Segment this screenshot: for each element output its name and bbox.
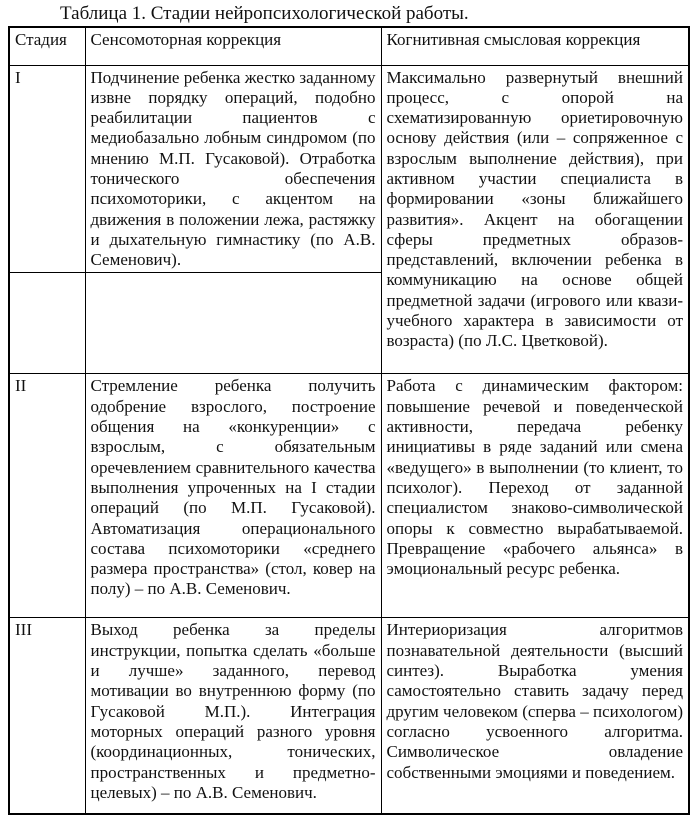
header-row (9, 27, 689, 65)
stage-1-spacer-sensorimotor-cell (85, 273, 381, 374)
stage-1-sensorimotor-cell: Подчинение ребенка жестко заданному извне порядку операций, подобно реабилитации пациентов с медиобазально лобным синдромом (по мнению М.П. Гусаковой). Отработка тонического обеспечения психомоторики, с акцентом на движения в положении лежа, растяжку и дыхательную гимнастику (по А.В. Семенович). (85, 65, 381, 273)
header-stage: Стадия (9, 27, 85, 65)
stage-2-label-cell: II (9, 374, 85, 618)
stage-2-cognitive-cell: Работа с динамическим фактором: повышение речевой и поведенческой активности, передача ребенку инициативы в ряде заданий или смена «ведущего» в выполнении (то клиент, то психолог). Переход от заданной специалистом знаково-символической опоры к совместно вырабатываемой. Превращение «рабочего альянса» в эмоциональный ресурс ребенка. (381, 374, 689, 618)
stage-3-sensorimotor-cell: Выход ребенка за пределы инструкции, попытка сделать «больше и лучше» заданного, перевод мотивации во внутреннюю форму (по Гусаковой М.П.). Интеграция моторных операций разного уровня (координационных, тонических, пространственных и предметно-целевых) – по А.В. Семенович. (85, 618, 381, 814)
header-cognitive-semantic-correction: Когнитивная смысловая коррекция (381, 27, 689, 65)
table-row-stage-3 (9, 618, 689, 814)
stage-3-label-cell: III (9, 618, 85, 814)
stage-3-cognitive-cell: Интериоризация алгоритмов познавательной деятельности (высший синтез). Выработка умения самостоятельно ставить задачу перед другим человеком (сперва – психологом) согласно усвоенного алгоритма. Символическое овладение собственными эмоциями и поведением. (381, 618, 689, 814)
header-sensorimotor-correction: Сенсомоторная коррекция (85, 27, 381, 65)
stage-1-cognitive-cell: Максимально развернутый внешний процесс, с опорой на схематизированную ориетировочную основу действия (или – сопряженное с взрослым выполнение действия), при активном участии специалиста в формировании «зоны ближайшего развития». Акцент на обогащении сферы предметных образов-представлений, включении ребенка в коммуникацию на основе общей предметной задачи (игрового или квази-учебного характера в зависимости от возраста) (по Л.С. Цветковой). (381, 65, 689, 374)
stages-table (8, 26, 690, 815)
table-row-stage-2 (9, 374, 689, 618)
table-caption: Таблица 1. Стадии нейропсихологической работы. (60, 3, 469, 24)
stage-1-label-cell: I (9, 65, 85, 273)
table-row-stage-1 (9, 65, 689, 273)
stage-1-spacer-stage-cell (9, 273, 85, 374)
stage-2-sensorimotor-cell: Стремление ребенка получить одобрение взрослого, построение общения на «конкуренции» с взрослым, с обязательным оречевлением сравнительного качества выполнения упроченных на I стадии операций (по М.П. Гусаковой). Автоматизация операционального состава психомоторики «среднего размера пространства» (стол, ковер на полу) – по А.В. Семенович. (85, 374, 381, 618)
